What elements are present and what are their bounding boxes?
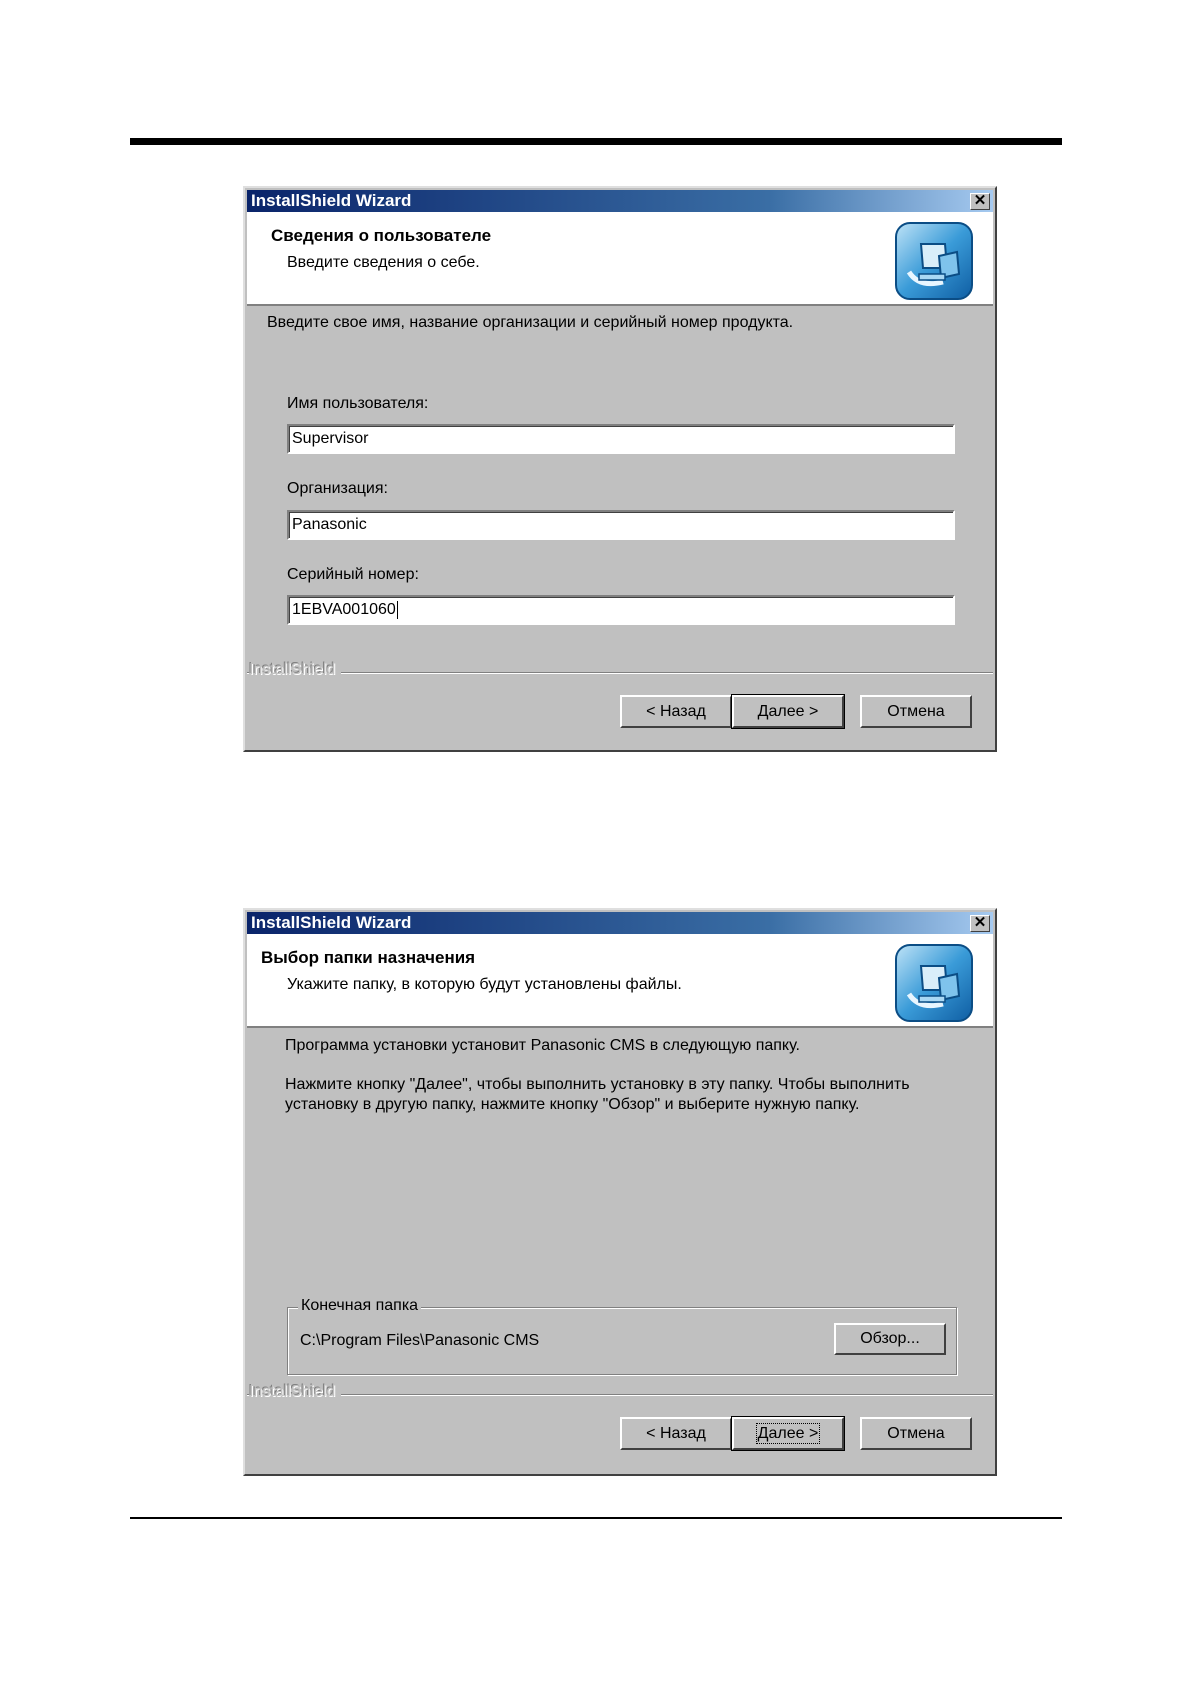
brand-separator: [247, 672, 993, 674]
close-icon: ✕: [973, 914, 987, 931]
installshield-brand: InstallShield: [249, 1383, 341, 1401]
computer-setup-icon: [895, 222, 973, 300]
organization-input[interactable]: Panasonic: [287, 510, 955, 540]
window-title: InstallShield Wizard: [251, 191, 412, 210]
header-title: Выбор папки назначения: [261, 948, 476, 967]
wizard-header: [247, 212, 993, 306]
info-text-1: Программа установки установит Panasonic CMS в следующую папку.: [285, 1037, 800, 1054]
close-icon: ✕: [973, 192, 987, 209]
back-button[interactable]: < Назад: [620, 1417, 732, 1450]
wizard-header: [247, 934, 993, 1028]
header-subtitle: Введите сведения о себе.: [287, 254, 480, 271]
page-bottom-rule: [130, 1517, 1062, 1519]
destination-folder-group: [287, 1297, 957, 1375]
instruction-text: Введите свое имя, название организации и серийный номер продукта.: [267, 314, 794, 331]
serial-number-label: Серийный номер:: [287, 566, 419, 583]
serial-number-value: 1EBVA001060: [292, 601, 396, 618]
title-bar[interactable]: [247, 912, 993, 934]
brand-separator: [247, 1394, 993, 1396]
next-button[interactable]: Далее >: [732, 695, 844, 728]
info-text-2: Нажмите кнопку "Далее", чтобы выполнить установку в эту папку. Чтобы выполнить установку в другую папку, нажмите кнопку "Обзор" и выберите нужную папку.: [285, 1076, 910, 1113]
next-button-label: Далее >: [757, 1425, 819, 1442]
back-button[interactable]: < Назад: [620, 695, 732, 728]
user-name-input[interactable]: Supervisor: [287, 424, 955, 454]
header-title: Сведения о пользователе: [271, 226, 492, 245]
close-button[interactable]: [970, 915, 990, 932]
title-bar[interactable]: [247, 190, 993, 212]
text-caret: [397, 601, 398, 619]
group-label: Конечная папка: [298, 1297, 421, 1315]
next-button[interactable]: [732, 1417, 844, 1450]
close-button[interactable]: [970, 193, 990, 210]
cancel-button[interactable]: Отмена: [860, 1417, 972, 1450]
browse-button[interactable]: Обзор...: [834, 1323, 946, 1355]
cancel-button[interactable]: Отмена: [860, 695, 972, 728]
folder-path: C:\Program Files\Panasonic CMS: [300, 1332, 540, 1349]
header-subtitle: Укажите папку, в которую будут установлены файлы.: [287, 976, 682, 993]
window-title: InstallShield Wizard: [251, 913, 412, 932]
serial-number-input[interactable]: [287, 595, 955, 625]
destination-folder-dialog: [243, 908, 997, 1476]
computer-setup-icon: [895, 944, 973, 1022]
page-top-rule: [130, 138, 1062, 145]
installshield-brand: InstallShield: [249, 661, 341, 679]
user-info-dialog: [243, 186, 997, 752]
organization-label: Организация:: [287, 480, 388, 497]
user-name-label: Имя пользователя:: [287, 395, 429, 412]
